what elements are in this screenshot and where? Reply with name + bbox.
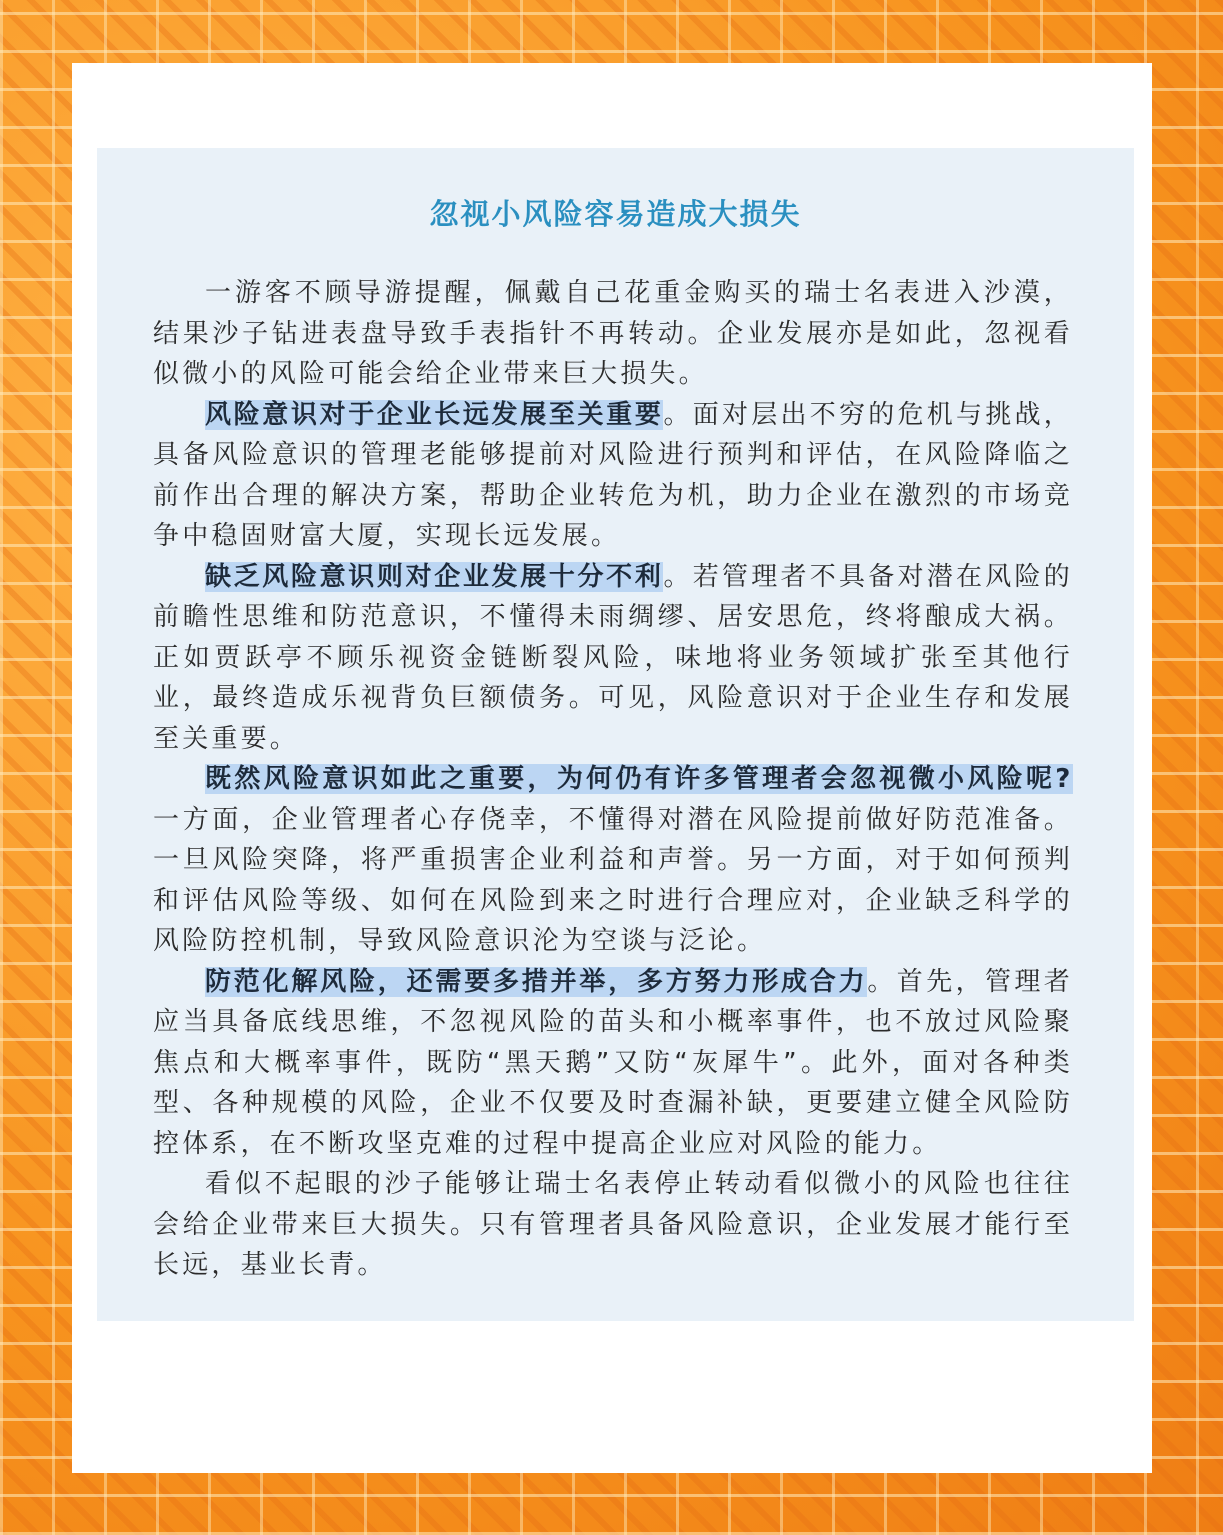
article-body [153, 273, 1073, 1286]
paragraph-text: 。若管理者不具备对潜在风险的前瞻性思维和防范意识，不懂得未雨绸缪、居安思危，终将酿成大祸。正如贾跃亭不顾乐视资金链断裂风险，味地将业务领域扩张至其他行业，最终造成乐视背负巨额债务。可见，风险意识对于企业生存和发展至关重要。 [153, 561, 1073, 754]
paragraph-lack-of-awareness [153, 557, 1073, 760]
article-card [72, 63, 1152, 1473]
paragraph-text: 一方面，企业管理者心存侥幸，不懂得对潜在风险提前做好防范准备。一旦风险突降，将严重损害企业利益和声誉。另一方面，对于如何预判和评估风险等级、如何在风险到来之时进行合理应对，企业缺乏科学的风险防控机制，导致风险意识沦为空谈与泛论。 [153, 804, 1073, 956]
paragraph-text: 看似不起眼的沙子能够让瑞士名表停止转动看似微小的风险也往往会给企业带来巨大损失。只有管理者具备风险意识，企业发展才能行至长远，基业长青。 [153, 1169, 1073, 1280]
paragraph-importance [153, 395, 1073, 557]
paragraph-text: 一游客不顾导游提醒，佩戴自己花重金购买的瑞士名表进入沙漠，结果沙子钻进表盘导致手表指针不再转动。企业发展亦是如此，忽视看似微小的风险可能会给企业带来巨大损失。 [153, 278, 1073, 389]
highlighted-key-sentence: 既然风险意识如此之重要，为何仍有许多管理者会忽视微小风险呢? [205, 764, 1073, 794]
paragraph-text: 。面对层出不穷的危机与挑战，具备风险意识的管理老能够提前对风险进行预判和评估，在风险降临之前作出合理的解决方案，帮助企业转危为机，助力企业在激烈的市场竞争中稳固财富大厦，实现长远发展。 [153, 399, 1073, 551]
highlighted-key-sentence: 防范化解风险，还需要多措并举，多方努力形成合力 [205, 966, 868, 997]
paragraph-conclusion [153, 1164, 1073, 1286]
article-title: 忽视小风险容易造成大损失 [429, 197, 802, 231]
highlighted-key-sentence: 缺乏风险意识则对企业发展十分不利 [205, 561, 664, 592]
paragraph-prevention [153, 962, 1073, 1165]
article-panel [97, 148, 1134, 1321]
paragraph-intro [153, 273, 1073, 395]
paragraph-text: 。首先，管理者应当具备底线思维，不忽视风险的苗头和小概率事件，也不放过风险聚焦点和大概率事件，既防“黑天鹅”又防“灰犀牛”。此外，面对各种类型、各种规模的风险，企业不仅要及时查漏补缺，更要建立健全风险防控体系，在不断攻坚克难的过程中提高企业应对风险的能力。 [153, 966, 1073, 1159]
highlighted-key-sentence: 风险意识对于企业长远发展至关重要 [205, 399, 664, 430]
paragraph-why-ignored [153, 759, 1073, 962]
